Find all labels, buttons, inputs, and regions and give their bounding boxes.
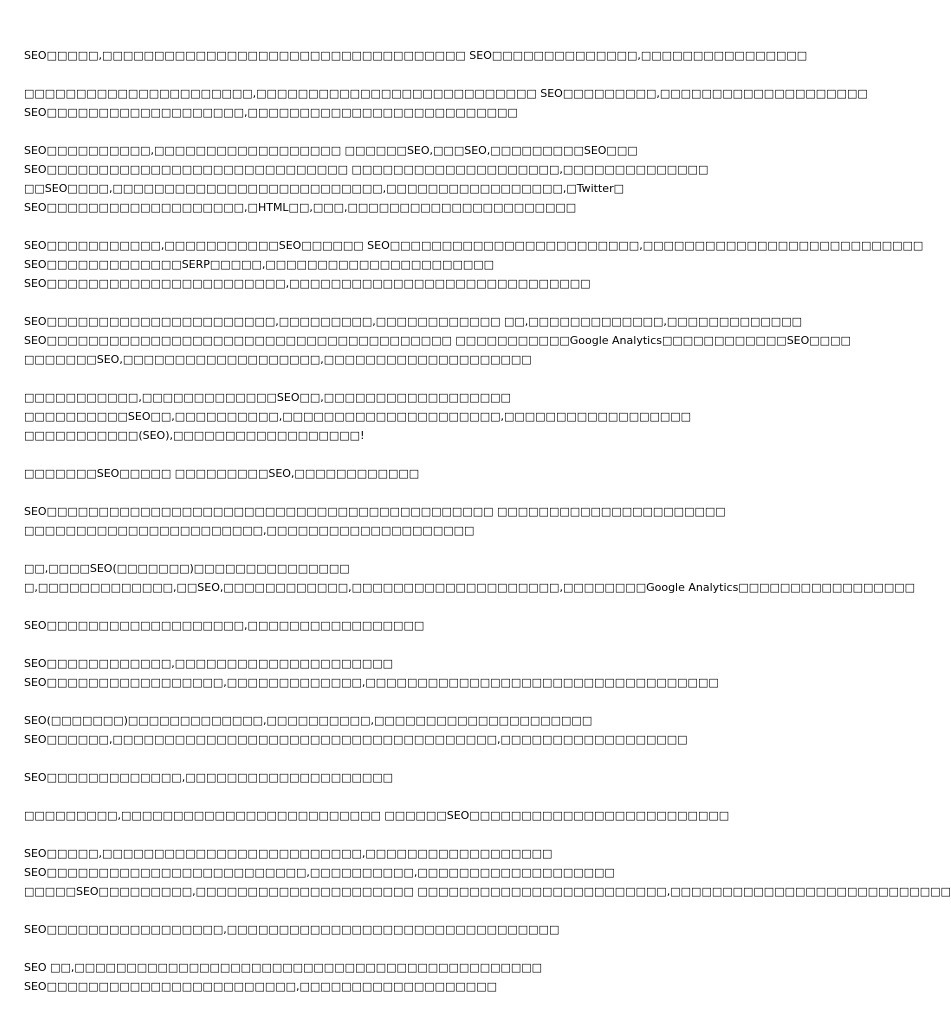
paragraph — [24, 711, 700, 749]
text-line: SEO□□□□□□□□□□□□□□□□□□□,□HTML□□,□□□,□□□□□□□□□□□□□□□□□□□□□□ — [24, 201, 577, 214]
text-line: □□□□□□□SEO,□□□□□□□□□□□□□□□□□□□,□□□□□□□□□□□□□□□□□□□□ — [24, 353, 532, 366]
paragraph — [24, 616, 700, 635]
text-line: □□,□□□□SEO(□□□□□□□)□□□□□□□□□□□□□□□ — [24, 562, 350, 575]
text-line: □□□□□□□SEO□□□□□ □□□□□□□□□SEO,□□□□□□□□□□□□ — [24, 467, 420, 480]
paragraph — [24, 464, 700, 483]
document-body — [24, 46, 951, 1015]
text-line: □□□□□□□□□□SEO□□,□□□□□□□□□□,□□□□□□□□□□□□□□□□□□□□□,□□□□□□□□□□□□□□□□□□ — [24, 410, 692, 423]
paragraph — [24, 312, 851, 369]
text-line: SEO□□□□□,□□□□□□□□□□□□□□□□□□□□□□□□□,□□□□□□□□□□□□□□□□□□ — [24, 847, 553, 860]
text-line: SEO□□□□□□□□□□□□□□□□□□□□□□□□□□□□□ □□□□□□□□□□□□□□□□□□□□,□□□□□□□□□□□□□□ — [24, 163, 709, 176]
text-line: □□SEO□□□□,□□□□□□□□□□□□□□□□□□□□□□□□□□,□□□□□□□□□□□□□□□□□,□Twitter□ — [24, 182, 624, 195]
text-line: □□□□□SEO□□□□□□□□□,□□□□□□□□□□□□□□□□□□□□□ □□□□□□□□□□□□□□□□□□□□□□□□,□□□□□□□□□□□□□□□□□□□□□□□□□□□ — [24, 885, 951, 898]
text-line: SEO□□□□□□,□□□□□□□□□□□□□□□□□□□□□□□□□□□□□□□□□□□□□,□□□□□□□□□□□□□□□□□□ — [24, 733, 688, 746]
paragraph — [24, 768, 700, 787]
paragraph — [24, 388, 700, 445]
paragraph — [24, 844, 951, 901]
text-line: SEO□□□□□□□□□□□,□□□□□□□□□□□SEO□□□□□□ SEO□□□□□□□□□□□□□□□□□□□□□□□□,□□□□□□□□□□□□□□□□□□□□□□□□□□□ — [24, 239, 924, 252]
text-line: □□□□□□□□□□□□□□□□□□□□□□,□□□□□□□□□□□□□□□□□□□□□□□□□□□ SEO□□□□□□□□□,□□□□□□□□□□□□□□□□□□□□ — [24, 87, 868, 100]
paragraph — [24, 920, 700, 939]
text-line: SEO□□□□□□□□□□□□□□□□□□□,□□□□□□□□□□□□□□□□□□□□□□□□□□ — [24, 106, 518, 119]
text-line: SEO□□□□□□□□□□,□□□□□□□□□□□□□□□□□□ □□□□□□SEO,□□□SEO,□□□□□□□□□SEO□□□ — [24, 144, 638, 157]
text-line: SEO□□□□□□□□□□□□□□□□□□□□□□□□□□□□□□□□□□□□□□□□□□□ □□□□□□□□□□□□□□□□□□□□□□ — [24, 505, 726, 518]
text-line: SEO□□□□□□□□□□□□□□□□□□□□□□□□□,□□□□□□□□□□,□□□□□□□□□□□□□□□□□□□ — [24, 866, 615, 879]
paragraph — [24, 502, 726, 540]
paragraph — [24, 806, 730, 825]
text-line: SEO□□□□□□□□□□□□□□□□□□□,□□□□□□□□□□□□□□□□□ — [24, 619, 425, 632]
text-line: SEO□□□□□□□□□□□□□□□□□,□□□□□□□□□□□□□,□□□□□□□□□□□□□□□□□□□□□□□□□□□□□□□□□□ — [24, 676, 719, 689]
text-line: □□□□□□□□□□□,□□□□□□□□□□□□□SEO□□,□□□□□□□□□□□□□□□□□□ — [24, 391, 511, 404]
text-line: SEO □□,□□□□□□□□□□□□□□□□□□□□□□□□□□□□□□□□□□□□□□□□□□□□□ — [24, 961, 543, 974]
paragraph — [24, 46, 808, 65]
paragraph — [24, 958, 700, 996]
paragraph — [24, 236, 924, 293]
text-line: SEO□□□□□□□□□□□□,□□□□□□□□□□□□□□□□□□□□□ — [24, 657, 394, 670]
paragraph — [24, 654, 719, 692]
text-line: SEO(□□□□□□□)□□□□□□□□□□□□□,□□□□□□□□□□,□□□□□□□□□□□□□□□□□□□□□ — [24, 714, 593, 727]
paragraph — [24, 141, 709, 217]
text-line: SEO□□□□□□□□□□□□□,□□□□□□□□□□□□□□□□□□□□ — [24, 771, 394, 784]
text-line: SEO□□□□□,□□□□□□□□□□□□□□□□□□□□□□□□□□□□□□□□□□□ SEO□□□□□□□□□□□□□□,□□□□□□□□□□□□□□□□ — [24, 49, 808, 62]
paragraph — [24, 84, 868, 122]
text-line: □,□□□□□□□□□□□□□,□□SEO,□□□□□□□□□□□□,□□□□□□□□□□□□□□□□□□□□,□□□□□□□□Google Analytics□□□□□□□□□□□□□□□□□ — [24, 581, 916, 594]
text-line: SEO□□□□□□□□□□□□□□□□□□□□□□□□□□□□□□□□□□□□□□□ □□□□□□□□□□□Google Analytics□□□□□□□□□□□□SEO□□□□ — [24, 334, 851, 347]
text-line: SEO□□□□□□□□□□□□□SERP□□□□□,□□□□□□□□□□□□□□□□□□□□□□ — [24, 258, 495, 271]
text-line: □□□□□□□□□□□(SEO),□□□□□□□□□□□□□□□□□□! — [24, 429, 365, 442]
text-line: □□□□□□□□□□□□□□□□□□□□□□□,□□□□□□□□□□□□□□□□□□□□ — [24, 524, 475, 537]
text-line: SEO□□□□□□□□□□□□□□□□□□□□□□,□□□□□□□□□,□□□□□□□□□□□□ □□,□□□□□□□□□□□□□,□□□□□□□□□□□□□ — [24, 315, 802, 328]
text-line: □□□□□□□□□,□□□□□□□□□□□□□□□□□□□□□□□□□ □□□□□□SEO□□□□□□□□□□□□□□□□□□□□□□□□□ — [24, 809, 730, 822]
paragraph — [24, 559, 916, 597]
text-line: SEO□□□□□□□□□□□□□□□□□,□□□□□□□□□□□□□□□□□□□□□□□□□□□□□□□□ — [24, 923, 560, 936]
text-line: SEO□□□□□□□□□□□□□□□□□□□□□□□□,□□□□□□□□□□□□□□□□□□□ — [24, 980, 497, 993]
text-line: SEO□□□□□□□□□□□□□□□□□□□□□□□,□□□□□□□□□□□□□□□□□□□□□□□□□□□□□ — [24, 277, 591, 290]
